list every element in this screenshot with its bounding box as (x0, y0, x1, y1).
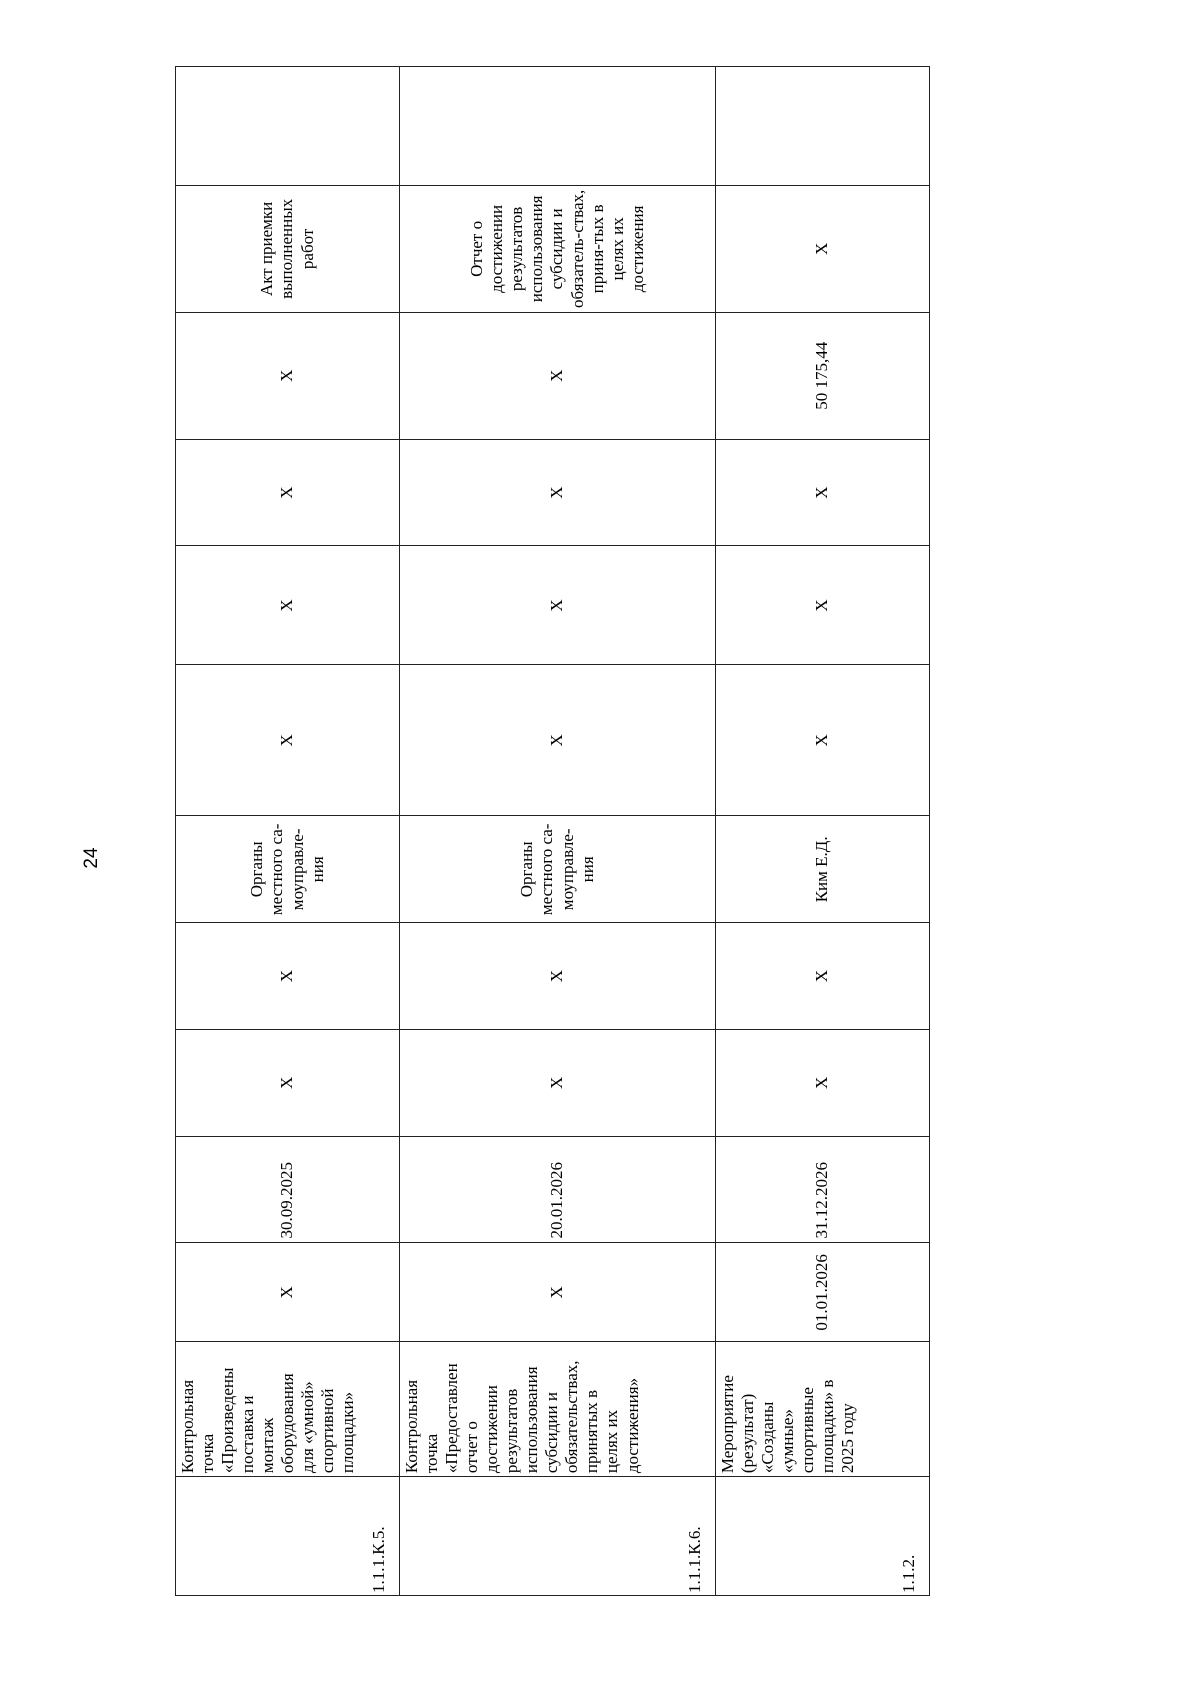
rotated-table-container (175, 66, 929, 1596)
responsible-cell: Органы местного са-моуправле-ния (176, 816, 400, 923)
cell-col9: X (716, 439, 930, 546)
start-date-cell: X (400, 1243, 716, 1342)
cell-col10: X (176, 312, 400, 439)
cell-col9: X (400, 439, 716, 546)
cell-col4: X (400, 1029, 716, 1136)
start-date-cell: 01.01.2026 (716, 1243, 930, 1342)
table-row (716, 67, 930, 1596)
page-number: 24 (81, 847, 102, 869)
cell-col7: X (176, 665, 400, 816)
end-date-cell: 30.09.2025 (176, 1136, 400, 1243)
cell-col12 (400, 67, 716, 186)
cell-col7: X (400, 665, 716, 816)
document-cell: Отчет о достижении результатов использования субсидии и обязатель-ствах, приня-тых в целях их достижения (400, 185, 716, 312)
start-date-cell: X (176, 1243, 400, 1342)
cell-col10: X (400, 312, 716, 439)
document-cell: Акт приемки выполненных работ (176, 185, 400, 312)
cell-col9: X (176, 439, 400, 546)
row-number: 1.1.1.К.5. (176, 1477, 400, 1596)
responsible-cell: Ким Е.Д. (716, 816, 930, 923)
table-row (176, 67, 400, 1596)
row-number: 1.1.1.К.6. (400, 1477, 716, 1596)
cell-col8: X (400, 546, 716, 665)
cell-col5: X (716, 923, 930, 1030)
cell-col4: X (716, 1029, 930, 1136)
row-name: Контрольная точка «Произведены поставка и монтаж оборудования для «умной» спортивной площадки» (176, 1342, 400, 1477)
end-date-cell: 20.01.2026 (400, 1136, 716, 1243)
responsible-cell: Органы местного са-моуправле-ния (400, 816, 716, 923)
cell-col10: 50 175,44 (716, 312, 930, 439)
cell-col5: X (176, 923, 400, 1030)
end-date-cell: 31.12.2026 (716, 1136, 930, 1243)
document-cell: X (716, 185, 930, 312)
data-table (175, 66, 930, 1596)
cell-col12 (176, 67, 400, 186)
cell-col8: X (716, 546, 930, 665)
cell-col4: X (176, 1029, 400, 1136)
cell-col5: X (400, 923, 716, 1030)
table-row (400, 67, 716, 1596)
row-name: Контрольная точка «Предоставлен отчет о достижении результатов использования субсидии и обязательствах, принятых в целях их достижения» (400, 1342, 716, 1477)
cell-col7: X (716, 665, 930, 816)
cell-col12 (716, 67, 930, 186)
cell-col8: X (176, 546, 400, 665)
row-name: Мероприятие (результат) «Созданы «умные» спортивные площадки» в 2025 году (716, 1342, 930, 1477)
row-number: 1.1.2. (716, 1477, 930, 1596)
